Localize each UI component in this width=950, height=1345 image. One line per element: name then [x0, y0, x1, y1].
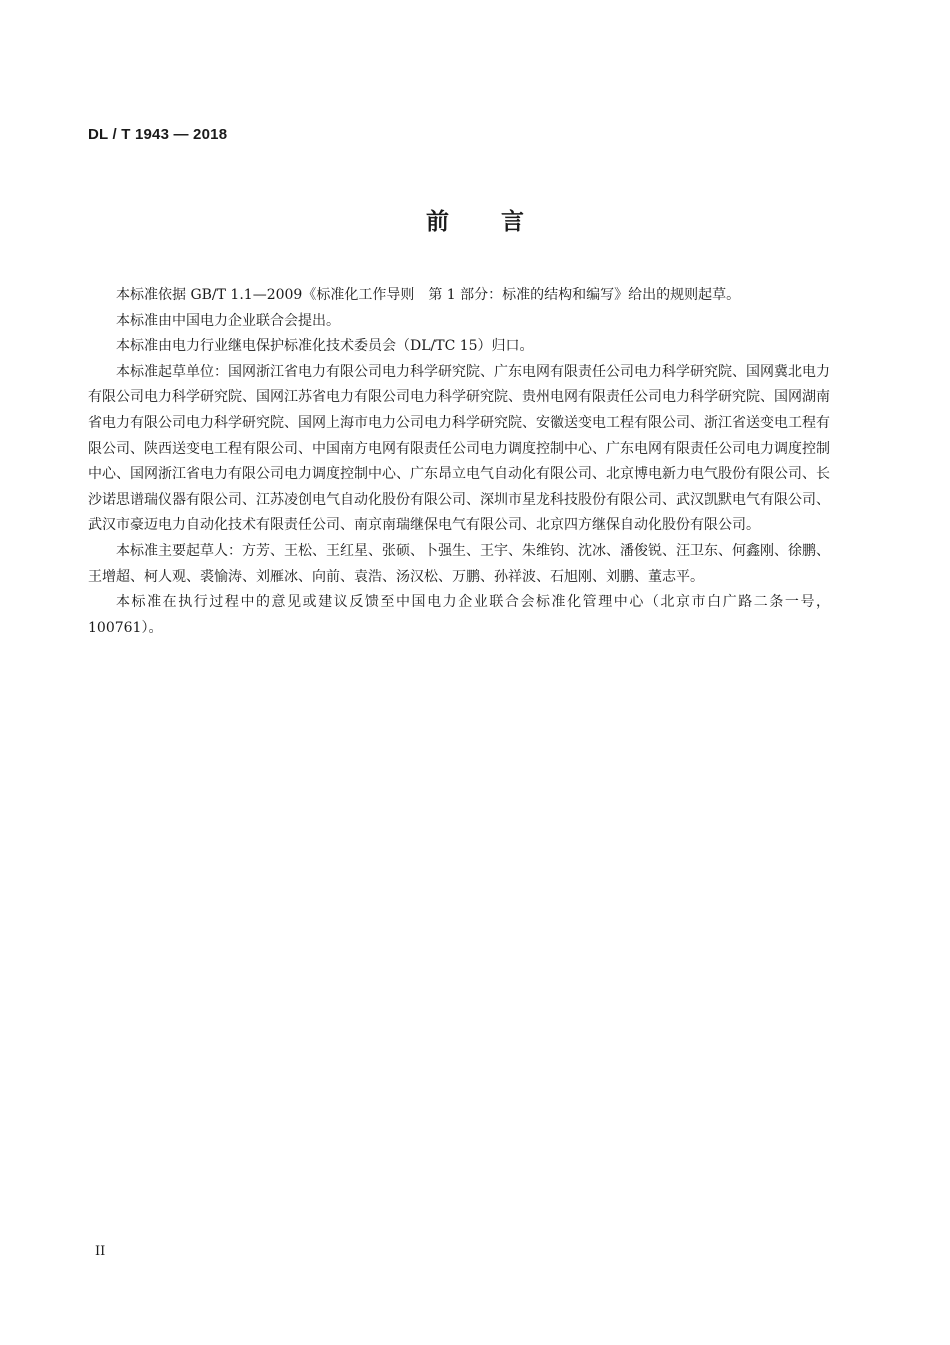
paragraph-proposer: 本标准由中国电力企业联合会提出。 — [116, 312, 340, 329]
page-title — [0, 203, 950, 236]
foreword-body — [88, 283, 830, 641]
standard-code: DL / T 1943 — 2018 — [88, 126, 228, 143]
paragraph-committee: 本标准由电力行业继电保护标准化技术委员会（DL/TC 15）归口。 — [116, 338, 534, 355]
paragraph-drafting-units: 本标准起草单位：国网浙江省电力有限公司电力科学研究院、广东电网有限责任公司电力科学研究院、国网冀北电力有限公司电力科学研究院、国网江苏省电力有限公司电力科学研究院、贵州电网有限责任公司电力科学研究院、国网湖南省电力有限公司电力科学研究院、国网上海市电力公司电力科学研究院、安徽送变电工程有限公司、浙江省送变电工程有限公司、陕西送变电工程有限公司、中国南方电网有限责任公司电力调度控制中心、广东电网有限责任公司电力调度控制中心、国网浙江省电力有限公司电力调度控制中心、广东昂立电气自动化有限公司、北京博电新力电气股份有限公司、长沙诺思谱瑞仪器有限公司、江苏凌创电气自动化股份有限公司、深圳市星龙科技股份有限公司、武汉凯默电气有限公司、武汉市豪迈电力自动化技术有限责任公司、南京南瑞继保电气有限公司、北京四方继保自动化股份有限公司。 — [88, 363, 830, 534]
paragraph-feedback: 本标准在执行过程中的意见或建议反馈至中国电力企业联合会标准化管理中心（北京市白广路二条一号，100761）。 — [88, 594, 830, 636]
page-number: II — [95, 1244, 106, 1259]
paragraph-drafters: 本标准主要起草人：方芳、王松、王红星、张硕、卜强生、王宇、朱维钧、沈冰、潘俊锐、汪卫东、何鑫刚、徐鹏、王增超、柯人观、裘愉涛、刘雁冰、向前、袁浩、汤汉松、万鹏、孙祥波、石旭刚、刘鹏、董志平。 — [88, 542, 830, 585]
title-char-2: 言 — [501, 209, 524, 235]
title-char-1: 前 — [426, 209, 449, 235]
paragraph-drafting-rules: 本标准依据 GB/T 1.1—2009《标准化工作导则 第 1 部分：标准的结构和编写》给出的规则起草。 — [116, 287, 741, 303]
